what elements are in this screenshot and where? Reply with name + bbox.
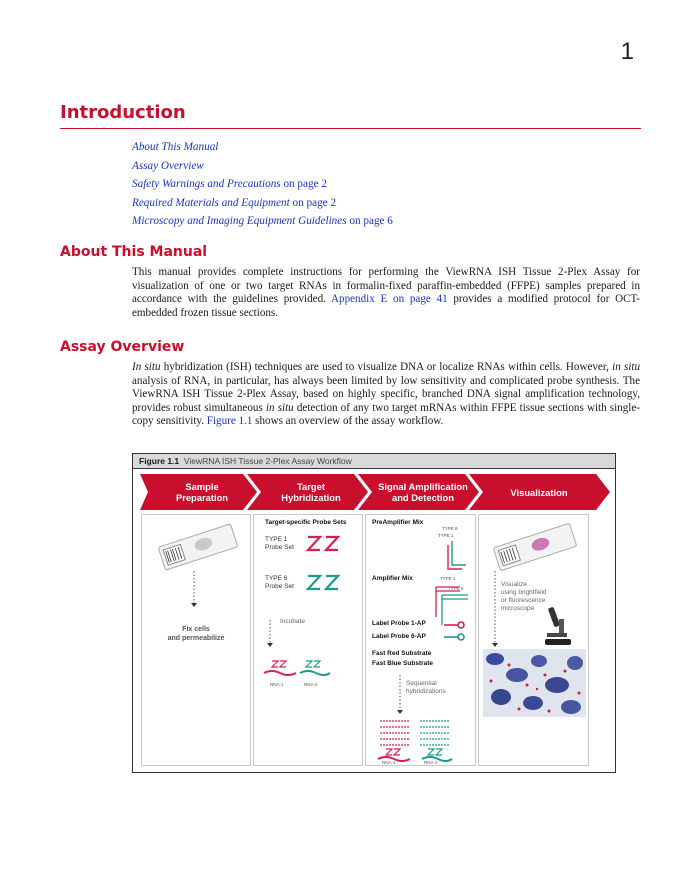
stage-signal-amplification: Signal Amplification and Detection	[378, 481, 468, 503]
probe-sets-heading: Target-specific Probe Sets	[265, 519, 347, 526]
label-probe-6-label: Label Probe 6-AP	[372, 633, 426, 640]
label-probe-1-icon	[444, 622, 464, 628]
section-heading-overview: Assay Overview	[60, 339, 185, 355]
amplifier-icon	[436, 587, 468, 625]
fix-cells-label: Fix cells and permeabilize	[167, 626, 225, 642]
stained-slide-icon	[493, 523, 577, 571]
amp-type1-label: TYPE 1	[440, 576, 456, 581]
chapter-rule	[60, 128, 641, 129]
amplifier-label: Amplifier Mix	[372, 575, 413, 582]
overview-paragraph: In situ hybridization (ISH) techniques are used to visualize DNA or localize RNAs within cells. However, in situ analysis of RNA, in particular, has always been limited by low sensitivity and complicated probe synthesis. The ViewRNA ISH Tissue 2-Plex Assay, based on highly specific, branched DNA signal amplification technology, provides robust simultaneous in situ detection of any two target mRNAs within FFPE tissue sections with single-copy sensitivity. Figure 1.1 shows an overview of the assay workflow.	[132, 361, 641, 427]
slide-icon	[158, 524, 238, 570]
visualization-illustration	[479, 515, 588, 765]
toc-link-about[interactable]: About This Manual	[132, 141, 219, 153]
amp-rna2-label: RNA-2	[424, 760, 438, 765]
amp-rna1-label: RNA-1	[382, 760, 396, 765]
fast-blue-label: Fast Blue Substrate	[372, 660, 434, 667]
rna2-bound-icon	[300, 661, 330, 675]
stage-sample-preparation: Sample Preparation	[175, 481, 229, 503]
rna2-amplified-icon	[420, 721, 452, 761]
amplification-illustration	[366, 515, 475, 765]
appendix-e-link[interactable]: Appendix E on page 41	[331, 293, 448, 305]
toc-link-safety[interactable]: Safety Warnings and Precautions on page 2	[132, 178, 327, 190]
page-number: 1	[620, 38, 634, 65]
figure-1-1-link[interactable]: Figure 1.1	[206, 415, 253, 427]
chapter-toc	[132, 138, 393, 231]
toc-link-overview[interactable]: Assay Overview	[132, 159, 204, 172]
incubate-label: Incubate	[280, 618, 305, 625]
toc-link-microscopy[interactable]: Microscopy and Imaging Equipment Guidelines on page 6	[132, 215, 393, 227]
rna1-label: RNA-1	[270, 682, 284, 687]
rna1-amplified-icon	[378, 721, 410, 761]
stage-visualization: Visualization	[510, 486, 568, 498]
pre-type1-label: TYPE 1	[438, 533, 454, 538]
probe-illustration	[254, 515, 362, 765]
type1-probe-label: TYPE 1 Probe Set	[265, 536, 294, 551]
stage-target-hybridization: Target Hybridization	[281, 481, 341, 503]
type1-probe-icon	[308, 537, 338, 550]
column-target-hybridization	[253, 514, 363, 766]
fast-red-label: Fast Red Substrate	[372, 650, 432, 657]
rna1-bound-icon	[264, 661, 296, 675]
column-visualization	[478, 514, 589, 766]
type6-probe-icon	[308, 576, 338, 589]
pre-type6-label: TYPE 6	[442, 526, 458, 531]
tissue-micrograph	[483, 649, 586, 717]
microscope-icon	[545, 607, 571, 645]
section-heading-about: About This Manual	[60, 244, 208, 260]
chapter-title: Introduction	[60, 102, 186, 123]
column-signal-amplification	[365, 514, 476, 766]
about-paragraph: This manual provides complete instructions for performing the ViewRNA ISH Tissue 2-Plex Assay for visualization of one or two target RNAs in formalin-fixed paraffin-embedded (FFPE) samples prepared in accordance with the guidelines provided. Appendix E on page 41 provides a modified protocol for OCT-embedded frozen tissue sections.	[132, 266, 640, 319]
type6-probe-label: TYPE 6 Probe Set	[265, 575, 294, 590]
column-sample-preparation	[141, 514, 251, 766]
preamplifier-icon	[448, 541, 466, 569]
rna2-label: RNA-2	[304, 682, 318, 687]
amp-type6-label: TYPE 6	[448, 586, 464, 591]
label-probe-6-icon	[444, 634, 464, 640]
label-probe-1-label: Label Probe 1-AP	[372, 620, 426, 627]
toc-link-materials[interactable]: Required Materials and Equipment on page 2	[132, 196, 337, 209]
figure-caption: Figure 1.1 ViewRNA ISH Tissue 2-Plex Assay Workflow	[133, 454, 615, 469]
figure-workflow	[132, 453, 616, 773]
sequential-hyb-label: Sequential hybridizations	[406, 680, 446, 695]
visualize-note: Visualize using brightfield or fluorescence microscope	[501, 581, 547, 612]
preamplifier-label: PreAmplifier Mix	[372, 519, 424, 526]
